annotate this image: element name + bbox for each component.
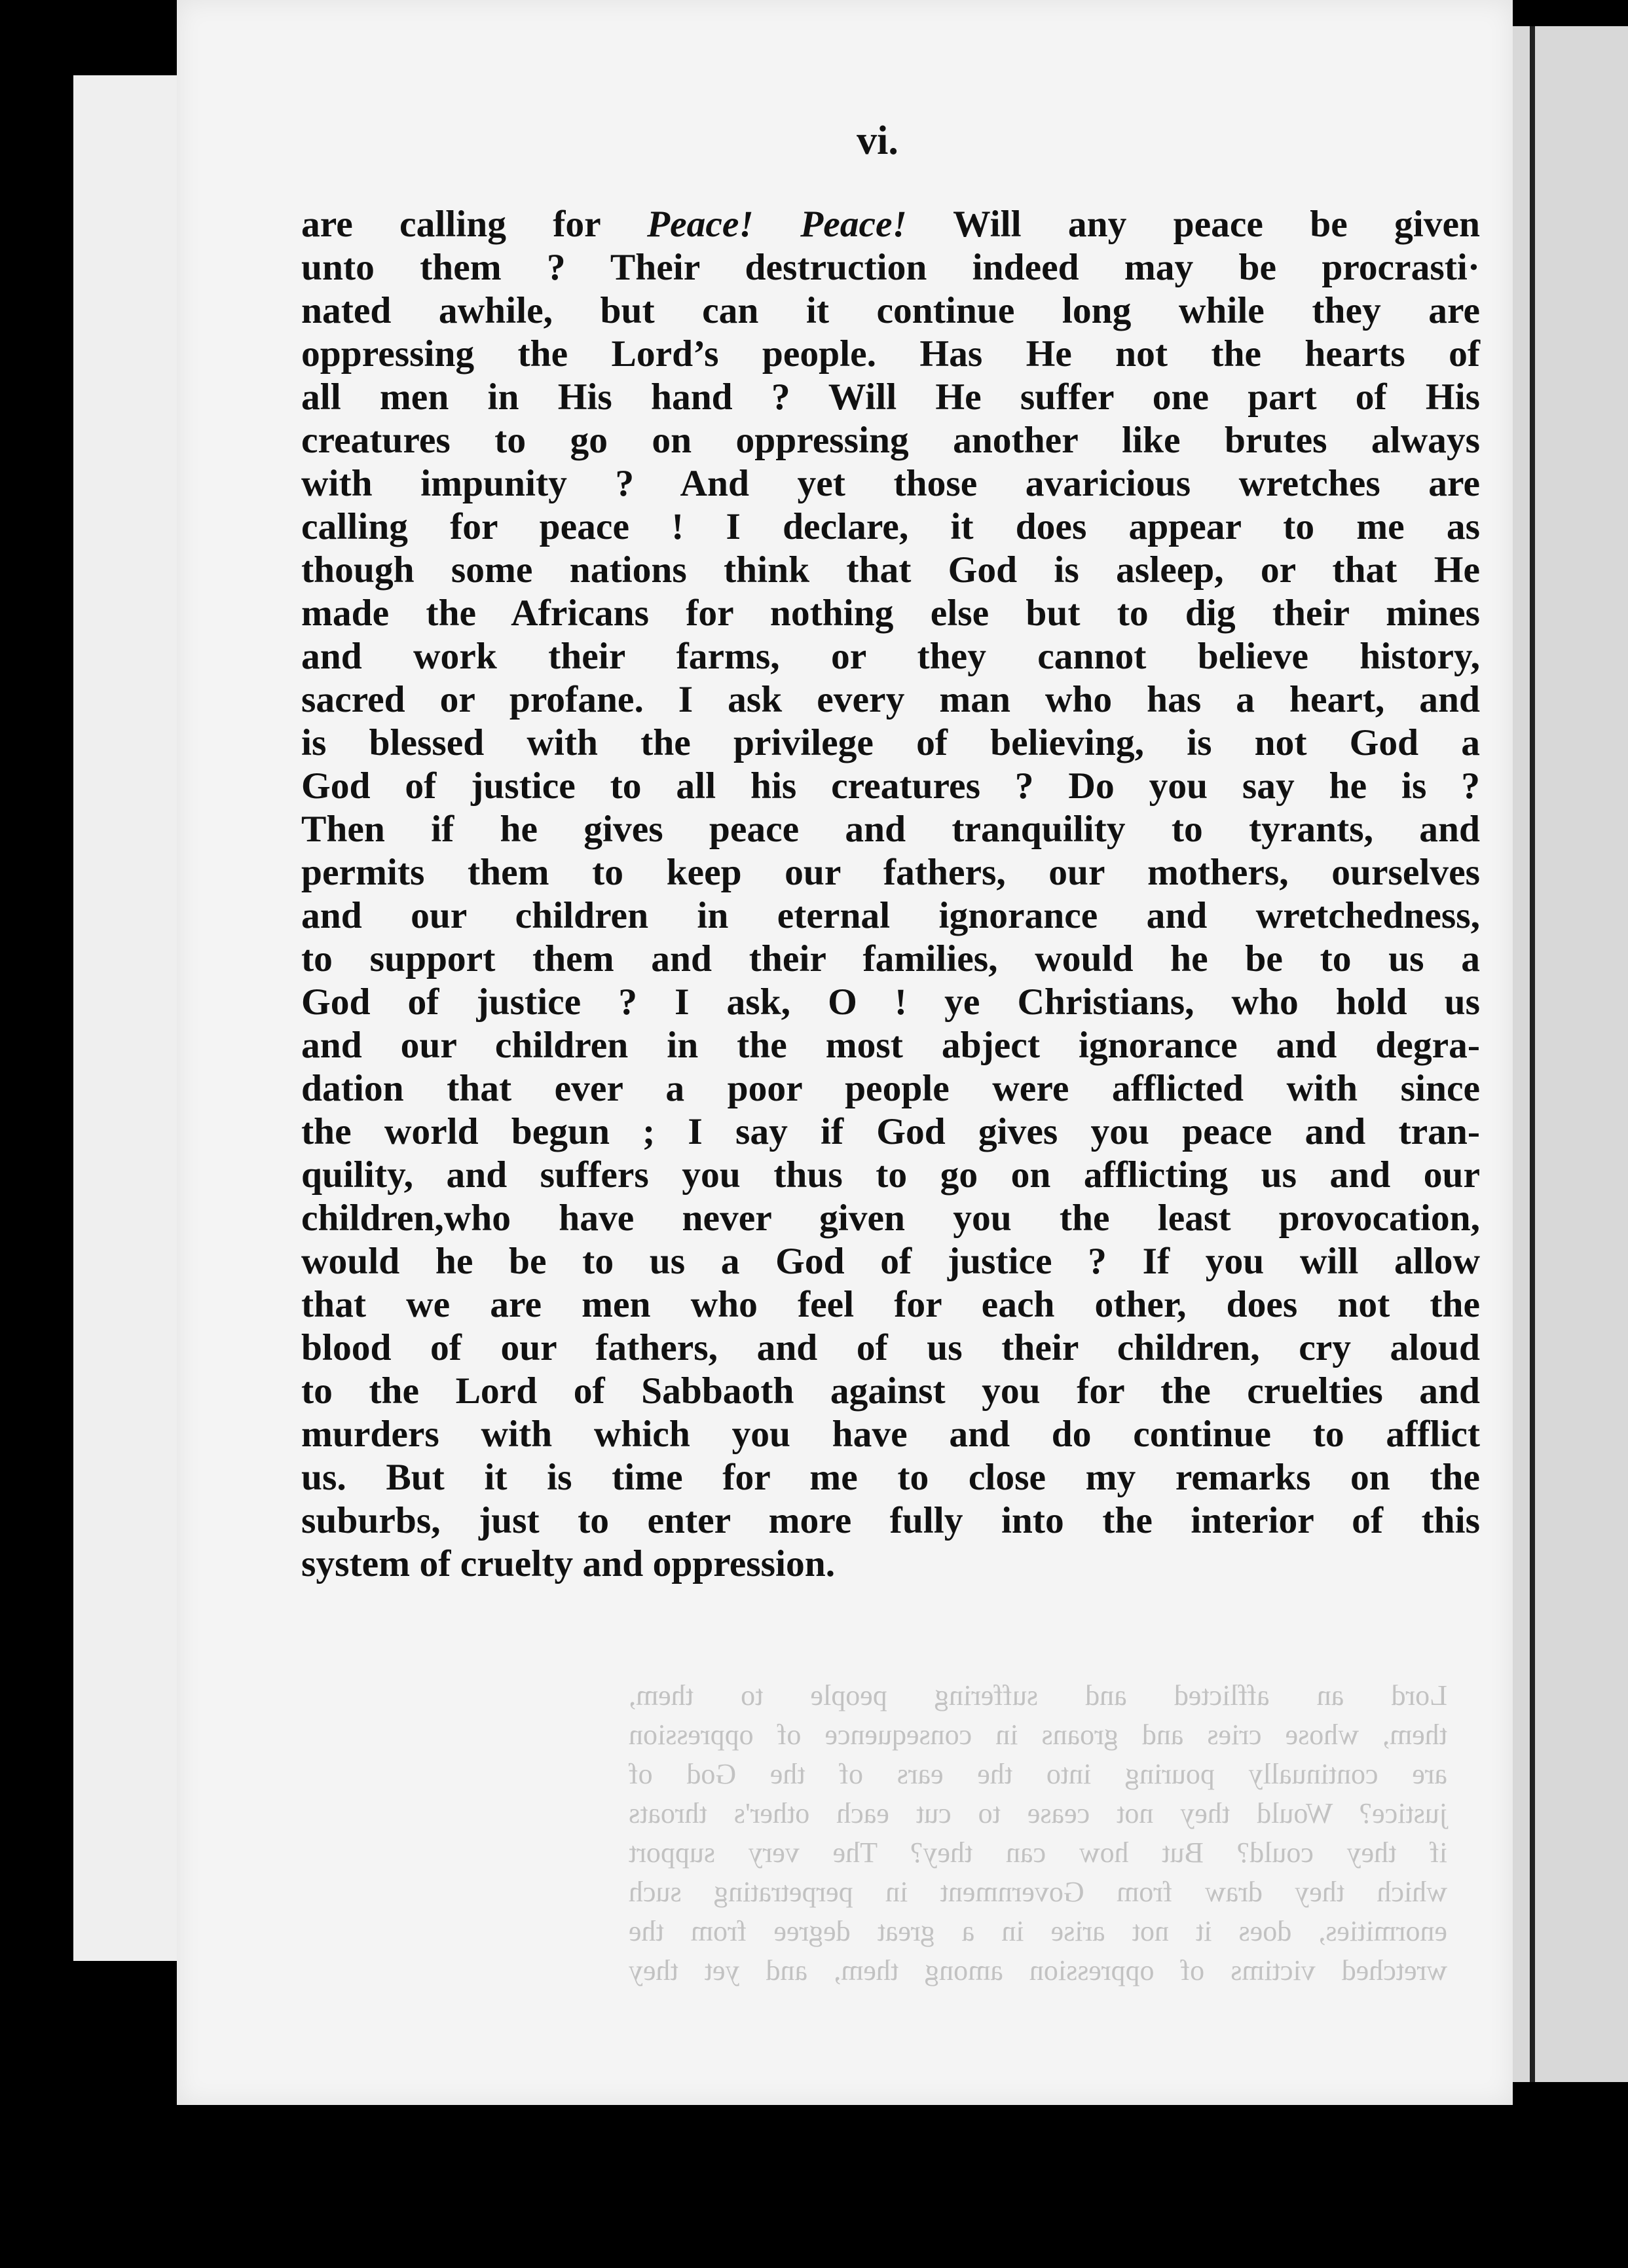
text-run: dation that ever a poor people were afflicted with since [301,1068,1480,1109]
book-page [177,0,1513,2105]
text-run: the world begun ; I say if God gives you peace and tran- [301,1111,1480,1152]
text-line [301,981,1480,1024]
body-text [301,203,1480,1586]
text-line [301,1413,1480,1456]
text-run: to support them and their families, would he be to us a [301,938,1480,979]
text-line [301,765,1480,808]
text-line [301,938,1480,981]
text-run: sacred or profane. I ask every man who has a heart, and [301,679,1480,720]
text-line [301,808,1480,851]
text-run: blood of our fathers, and of us their children, cry aloud [301,1327,1480,1368]
text-run: God of justice ? I ask, O ! ye Christians, who hold us [301,981,1480,1023]
text-line [301,1499,1480,1543]
page-number: vi. [857,119,898,163]
text-line [301,635,1480,678]
text-line [301,1110,1480,1154]
text-line [301,1543,1480,1586]
text-run: with impunity ? And yet those avaricious wretches are [301,463,1480,504]
text-line [301,333,1480,376]
bleed-through-text [629,1676,1447,1990]
text-line [301,1283,1480,1326]
text-line [301,851,1480,894]
text-line [301,1024,1480,1067]
bleed-through-line: are continually pouring into the ears of the God of [629,1758,1447,1790]
text-run: Then if he gives peace and tranquility to tyrants, and [301,809,1480,850]
italic-phrase: Peace! Peace! [646,204,907,245]
text-run: and work their farms, or they cannot believe history, [301,636,1480,677]
text-run: Will any peace be given [906,204,1480,245]
text-run: oppressing the Lord’s people. Has He not the hearts of [301,333,1480,375]
text-run: murders with which you have and do continue to afflict [301,1414,1480,1455]
text-run: would he be to us a God of justice ? If you will allow [301,1241,1480,1282]
text-line [301,1154,1480,1197]
text-run: system of cruelty and oppression. [301,1543,836,1584]
bleed-through-line: wretched victims of oppression among them, and yet they [629,1954,1447,1986]
text-run: children,who have never given you the least provocation, [301,1198,1480,1239]
text-run: made the Africans for nothing else but to dig their mines [301,593,1480,634]
text-run: though some nations think that God is asleep, or that He [301,549,1480,591]
text-line [301,722,1480,765]
bleed-through-line: Lord an afflicted and suffering people to them, [629,1679,1447,1711]
text-run: is blessed with the privilege of believing, is not God a [301,722,1480,763]
text-line [301,1326,1480,1370]
text-run: God of justice to all his creatures ? Do you say he is ? [301,765,1480,807]
text-line [301,1240,1480,1283]
text-run: and our children in eternal ignorance and wretchedness, [301,895,1480,936]
text-line [301,1370,1480,1413]
text-run: are calling for [301,204,647,245]
text-run: to the Lord of Sabbaoth against you for the cruelties and [301,1370,1480,1412]
text-run: that we are men who feel for each other, does not the [301,1284,1480,1325]
text-line [301,462,1480,505]
text-line [301,289,1480,333]
text-line [301,505,1480,549]
text-run: unto them ? Their destruction indeed may be procrasti· [301,247,1480,288]
bleed-through-line: them, whose cries and groans in consequence of oppression [629,1719,1447,1751]
bleed-through-line: if they could? But how can they? The very support [629,1837,1447,1869]
text-line [301,419,1480,462]
text-run: creatures to go on oppressing another like brutes always [301,420,1480,461]
text-line [301,592,1480,635]
text-run: all men in His hand ? Will He suffer one part of His [301,376,1480,418]
bleed-through-line: which they draw from Government in perpetrating such [629,1876,1447,1908]
text-run: us. But it is time for me to close my remarks on the [301,1457,1480,1498]
text-line [301,203,1480,246]
text-line [301,1067,1480,1110]
page-fold-shadow [1530,26,1535,2082]
text-line [301,678,1480,722]
text-run: nated awhile, but can it continue long while they are [301,290,1480,331]
bleed-through-line: enormities, does it not arise in a great degree from the [629,1915,1447,1947]
text-run: and our children in the most abject ignorance and degra- [301,1025,1480,1066]
next-page-edge [1506,26,1628,2082]
bleed-through-line: justice? Would they not cease to cut each other's throats [629,1797,1447,1829]
text-line [301,549,1480,592]
text-line [301,1456,1480,1499]
text-run: quility, and suffers you thus to go on afflicting us and our [301,1154,1480,1196]
text-run: suburbs, just to enter more fully into the interior of this [301,1500,1480,1541]
text-line [301,1197,1480,1240]
text-line [301,894,1480,938]
text-line [301,246,1480,289]
text-run: calling for peace ! I declare, it does appear to me as [301,506,1480,547]
text-run: permits them to keep our fathers, our mothers, ourselves [301,852,1480,893]
text-line [301,376,1480,419]
